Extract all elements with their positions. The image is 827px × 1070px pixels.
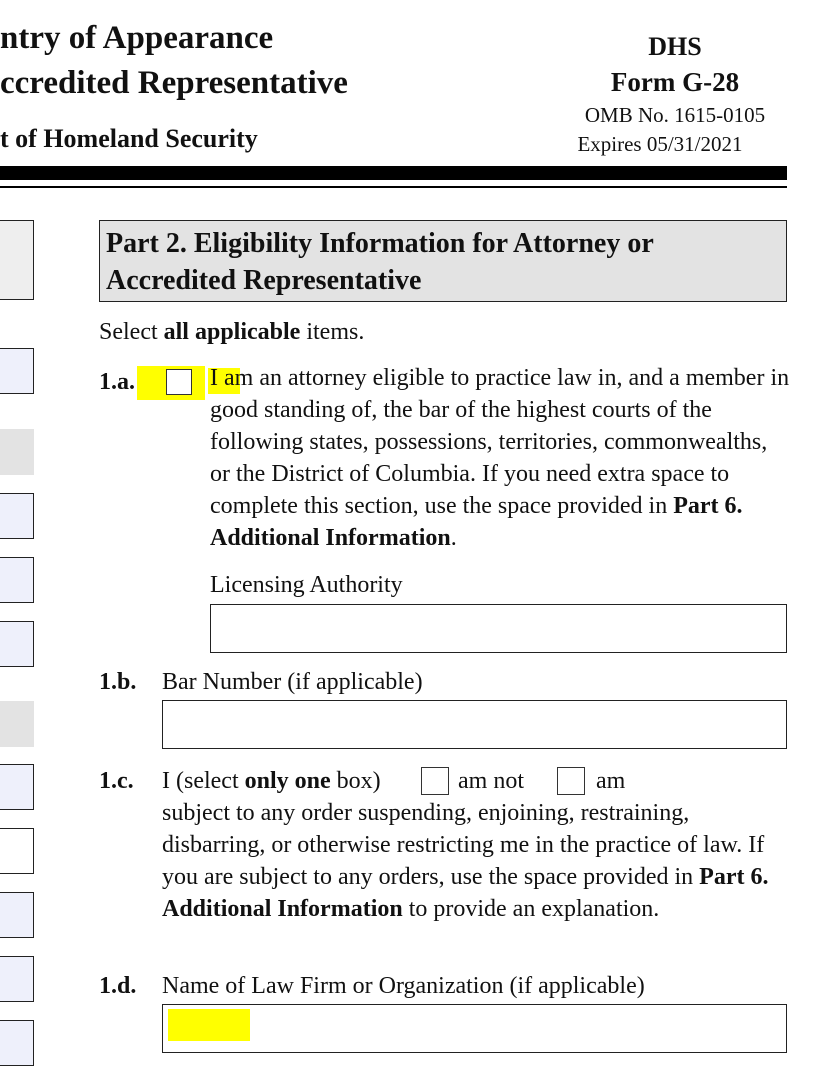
item-1c-text: subject to any order suspending, enjoining, restraining, disbarring, or otherwise restricting me in the practice of law. If you are subject to any orders, use the space provided in Part 6. Additional Information to provide an explanation. bbox=[162, 800, 769, 922]
left-field[interactable] bbox=[0, 828, 34, 874]
left-field[interactable] bbox=[0, 348, 34, 394]
law-firm-input[interactable] bbox=[162, 1004, 787, 1053]
left-field[interactable] bbox=[0, 621, 34, 667]
form-number: Form G-28 bbox=[610, 67, 740, 97]
item-1c-am-not-checkbox[interactable] bbox=[421, 767, 449, 795]
omb-number: OMB No. 1615-0105 bbox=[584, 103, 766, 127]
part2-instruction: Select all applicable items. bbox=[99, 319, 365, 345]
left-field[interactable] bbox=[0, 557, 34, 603]
form-subtitle: t of Homeland Security bbox=[0, 124, 258, 153]
highlight-marker bbox=[168, 1009, 250, 1041]
item-1c-intro: I (select only one box) bbox=[162, 768, 381, 794]
item-1a-checkbox[interactable] bbox=[166, 369, 192, 395]
left-field[interactable] bbox=[0, 892, 34, 938]
item-1c-am-label: am bbox=[596, 768, 626, 794]
part2-header bbox=[99, 220, 787, 302]
bar-number-label: Bar Number (if applicable) bbox=[162, 669, 423, 695]
agency-label: DHS bbox=[648, 32, 702, 61]
law-firm-label: Name of Law Firm or Organization (if applicable) bbox=[162, 973, 645, 999]
item-1a-number: 1.a. bbox=[99, 369, 135, 395]
item-1c-number: 1.c. bbox=[99, 768, 134, 794]
item-1b-number: 1.b. bbox=[99, 669, 137, 695]
form-title-line1: ntry of Appearance bbox=[0, 20, 274, 56]
form-title-line2: ccredited Representative bbox=[0, 65, 348, 101]
licensing-authority-input[interactable] bbox=[210, 604, 787, 653]
left-field[interactable] bbox=[0, 764, 34, 810]
item-1a-text: I am an attorney eligible to practice law in, and a member in good standing of, the bar of the highest courts of the following states, possessions, territories, commonwealths, or the District of Columbia. If you need extra space to complete this section, use the space provided in Part 6. Additional Information. bbox=[210, 365, 790, 551]
left-field[interactable] bbox=[0, 1020, 34, 1066]
item-1d-number: 1.d. bbox=[99, 973, 137, 999]
expiration-date: Expires 05/31/2021 bbox=[577, 132, 743, 156]
part2-title: Part 2. Eligibility Information for Attorney or Accredited Representative bbox=[106, 228, 654, 296]
item-1c-am-checkbox[interactable] bbox=[557, 767, 585, 795]
bar-number-input[interactable] bbox=[162, 700, 787, 749]
left-field[interactable] bbox=[0, 956, 34, 1002]
left-field-readonly bbox=[0, 701, 34, 747]
left-field[interactable] bbox=[0, 493, 34, 539]
header-divider-thick bbox=[0, 166, 787, 180]
item-1c-am-not-label: am not bbox=[458, 768, 524, 794]
left-field-readonly bbox=[0, 429, 34, 475]
header-divider-thin bbox=[0, 186, 787, 188]
left-section-header bbox=[0, 220, 34, 300]
licensing-authority-label: Licensing Authority bbox=[210, 572, 403, 598]
